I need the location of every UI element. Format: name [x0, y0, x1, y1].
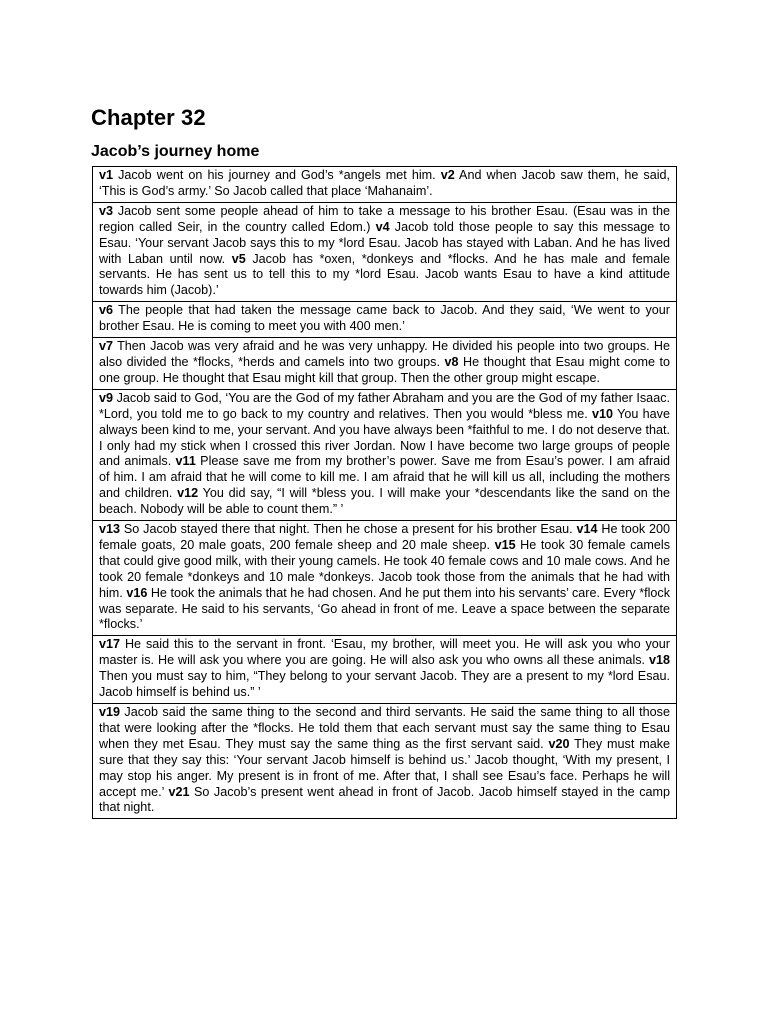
verse-number: v6 — [99, 303, 114, 318]
verse-paragraph — [93, 704, 676, 818]
verse-number: v3 — [99, 203, 114, 218]
verse-number: v16 — [126, 585, 148, 600]
verse-text: Jacob went on his journey and God’s *angels met him. — [113, 168, 441, 182]
verse-number: v17 — [99, 637, 121, 652]
verse-paragraph — [93, 390, 676, 521]
verse-text: Jacob sent some people ahead of him to take a message to his brother Esau. (Esau was in the region called Seir, in the country called Edom.) — [99, 203, 670, 234]
verse-text: They must make sure that they say this: ‘Your servant Jacob himself is behind us.’ Jacob thought, ‘With my present, I may stop his anger. My present is in front of me. After that, I shall see Esau’s face. Perhaps he will accept me.’ — [99, 736, 670, 799]
verse-text: He took the animals that he had chosen. And he put them into his servants’ care. Every *flock was separate. He said to his servants, ‘Go ahead in front of me. Leave a space between the separate *flocks.’ — [99, 585, 670, 632]
verse-text: And when Jacob saw them, he said, ‘This is God’s army.’ So Jacob called that place ‘Mahanaim’. — [99, 168, 670, 198]
verse-number: v7 — [99, 339, 114, 354]
verse-paragraph — [93, 302, 676, 338]
verse-text: Jacob told those people to say this message to Esau. ‘Your servant Jacob says this to my *lord Esau. Jacob has stayed with Laban. And he has lived with Laban until now. — [99, 219, 670, 266]
verse-number: v8 — [444, 354, 459, 369]
verse-text: He thought that Esau might come to one group. He thought that Esau might kill that group. Then the other group might escape. — [99, 354, 670, 385]
verse-number: v13 — [99, 522, 121, 537]
verse-text: Please save me from my brother’s power. Save me from Esau’s power. I am afraid of him. I am afraid that he will come to kill me. I am afraid that he will kill us all, including the mothers and children. — [99, 454, 670, 501]
verse-text: Jacob has *oxen, *donkeys and *flocks. And he has male and female servants. He has sent us to tell this to my *lord Esau. Jacob wants Esau to have a kind attitude towards him (Jacob).’ — [99, 251, 671, 298]
verse-text: He took 30 female camels that could give good milk, with their young camels. He took 40 female cows and 10 male cows. And he took 20 female *donkeys and 10 male *donkeys. Jacob took those from the animals that he had with him. — [99, 537, 670, 600]
verse-number: v9 — [99, 390, 114, 405]
chapter-title: Chapter 32 — [91, 105, 206, 130]
verse-paragraph — [93, 338, 676, 390]
verse-paragraph — [93, 167, 676, 203]
verse-text: So Jacob stayed there that night. Then he chose a present for his brother Esau. — [120, 522, 577, 537]
verse-number: v11 — [175, 454, 196, 469]
verse-text: He took 200 female goats, 20 male goats, 200 female sheep and 20 male sheep. — [99, 522, 670, 552]
verse-number: v5 — [231, 251, 246, 266]
verse-text: Then you must say to him, “They belong to your servant Jacob. They are a present to my *lord Esau. Jacob himself is behind us.” ’ — [99, 669, 670, 700]
verse-number: v15 — [494, 537, 516, 552]
section-title: Jacob’s journey home — [91, 143, 260, 160]
scripture-text-box — [92, 166, 677, 819]
verse-text: You did say, “I will *bless you. I will make your *descendants like the sand on the beach. Nobody will be able to count them.” ’ — [99, 486, 670, 517]
verse-text: The people that had taken the message came back to Jacob. And they said, ‘We went to your brother Esau. He is coming to meet you with 400 men.’ — [99, 303, 670, 334]
verse-number: v2 — [440, 168, 455, 182]
verse-text: Jacob said to God, ‘You are the God of my father Abraham and you are the God of my father Isaac. *Lord, you told me to go back to my country and relatives. Then you would *bless me. — [99, 390, 670, 421]
verse-number: v19 — [99, 705, 121, 719]
verse-text: Then Jacob was very afraid and he was very unhappy. He divided his people into two groups. He also divided the *flocks, *herds and camels into two groups. — [99, 339, 670, 369]
verse-paragraph — [93, 521, 676, 636]
verse-number: v12 — [177, 486, 199, 501]
verse-text: He said this to the servant in front. ‘Esau, my brother, will meet you. He will ask you who your master is. He will ask you where you are going. He will also ask you who owns all these animals. — [99, 637, 670, 668]
verse-text: You have always been kind to me, your servant. And you have always been *faithful to me. I do not deserve that. I only had my stick when I crossed this river Jordan. Now I have become two large groups of people and animals. — [99, 406, 670, 469]
verse-number: v14 — [576, 522, 598, 537]
verse-paragraph — [93, 636, 676, 704]
verse-number: v21 — [168, 784, 190, 799]
verse-text: So Jacob’s present went ahead in front of Jacob. Jacob himself stayed in the camp that night. — [99, 784, 670, 815]
verse-number: v4 — [375, 219, 390, 234]
verse-number: v1 — [99, 168, 114, 182]
verse-number: v20 — [548, 736, 570, 751]
verse-text: Jacob said the same thing to the second and third servants. He said the same thing to all those that were looking after the *flocks. He told them that each servant must say the same thing to Esau when they met Esau. They must say the same thing as the first servant said. — [99, 705, 670, 751]
verse-paragraph — [93, 203, 676, 302]
verse-number: v18 — [648, 653, 670, 668]
verse-number: v10 — [592, 406, 614, 421]
